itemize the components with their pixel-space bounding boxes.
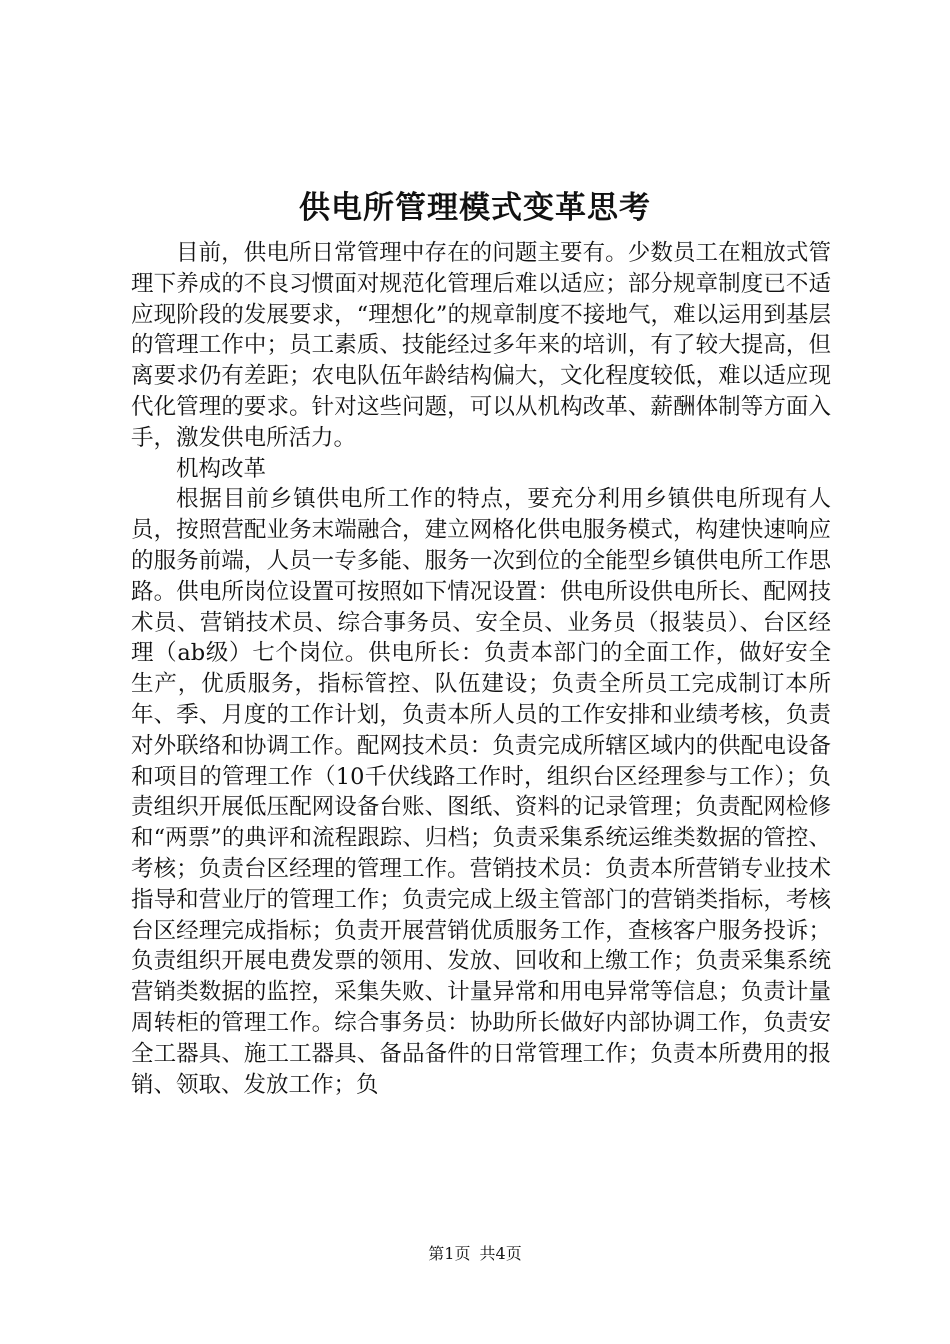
document-body [131,238,831,1100]
paragraph-institutional-reform: 根据目前乡镇供电所工作的特点，要充分利用乡镇供电所现有人员，按照营配业务末端融合，建立网格化供电服务模式，构建快速响应的服务前端，人员一专多能、服务一次到位的全能型乡镇供电所工作思路。供电所岗位设置可按照如下情况设置：供电所设供电所长、配网技术员、营销技术员、综合事务员、安全员、业务员（报装员）、台区经理（ab级）七个岗位。供电所长：负责本部门的全面工作，做好安全生产，优质服务，指标管控、队伍建设；负责全所员工完成制订本所年、季、月度的工作计划，负责本所人员的工作安排和业绩考核，负责对外联络和协调工作。配网技术员：负责完成所辖区域内的供配电设备和项目的管理工作（10千伏线路工作时，组织台区经理参与工作）；负责组织开展低压配网设备台账、图纸、资料的记录管理；负责配网检修和“两票”的典评和流程跟踪、归档；负责采集系统运维类数据的管控、考核；负责台区经理的管理工作。营销技术员：负责本所营销专业技术指导和营业厅的管理工作；负责完成上级主管部门的营销类指标，考核台区经理完成指标；负责开展营销优质服务工作，查核客户服务投诉；负责组织开展电费发票的领用、发放、回收和上缴工作；负责采集系统营销类数据的监控，采集失败、计量异常和用电异常等信息；负责计量周转柜的管理工作。综合事务员：协助所长做好内部协调工作，负责安全工器具、施工工器具、备品备件的日常管理工作；负责本所费用的报销、领取、发放工作；负 [131,486,831,1098]
section-heading-institutional-reform: 机构改革 [176,455,267,482]
paragraph-intro: 目前，供电所日常管理中存在的问题主要有。少数员工在粗放式管理下养成的不良习惯面对规范化管理后难以适应；部分规章制度已不适应现阶段的发展要求，“理想化”的规章制度不接地气，难以运用到基层的管理工作中；员工素质、技能经过多年来的培训，有了较大提高，但离要求仍有差距；农电队伍年龄结构偏大，文化程度较低，难以适应现代化管理的要求。针对这些问题，可以从机构改革、薪酬体制等方面入手，激发供电所活力。 [131,240,831,451]
page-footer: 第1页 共4页 [428,1244,522,1263]
document-title: 供电所管理模式变革思考 [299,190,651,226]
